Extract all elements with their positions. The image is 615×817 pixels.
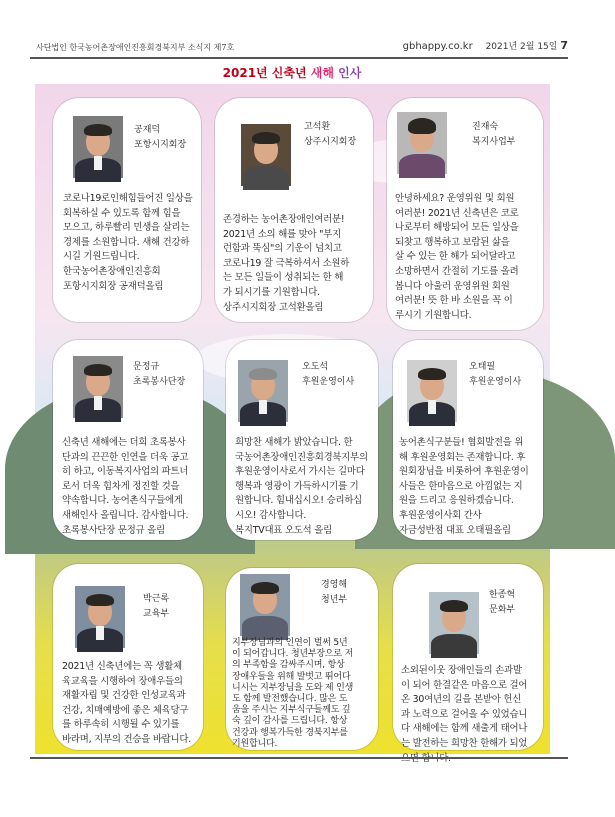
greeting-card-1 [53, 98, 201, 322]
greeting-message: 희망찬 새해가 밝았습니다. 한 국농어촌장애인진흥회경북지부의 후원운영이사로서 가시는 길마다 행복과 영광이 가득하시기를 기 원합니다. 힘내십시오! 승리하십 시오! 감사합니다. 복지TV대표 오도석 올림 [235, 437, 368, 536]
greeting-card-7 [53, 564, 203, 750]
header-meta [403, 39, 568, 52]
person-name: 오도석 후원운영이사 [302, 362, 355, 387]
portrait-photo [238, 360, 288, 422]
person-name: 공재덕 포항시지회장 [134, 125, 187, 150]
portrait-photo [429, 592, 479, 654]
greeting-message: 코로나19로인해힘들어진 일상을 회복하실 수 있도록 함께 힘을 모으고, 하루빨리 민생을 살리는 경제를 소원합니다. 새해 건강하 시길 기원드립니다. 한국농어촌장애인진흥회 포항시지회장 공재덕올림 [63, 193, 193, 292]
header-divider [30, 57, 568, 59]
greeting-message: 농어촌식구분들! 협회발전을 위 해 후원운영회는 존재합니다. 후 원회장님을 비롯하여 후원운영이 사들은 한마음으로 아낌없는 지 원을 드리고 응원하겠습니다. 후원운영이사회 간사 자금성반점 대표 오태필올림 [399, 437, 529, 536]
person-name: 오태필 후원운영이사 [469, 362, 522, 387]
portrait-photo [240, 574, 290, 636]
portrait-photo [73, 116, 123, 178]
person-name: 문정규 초록봉사단장 [133, 362, 186, 387]
person-name: 진재숙 복지사업부 [472, 122, 516, 147]
portrait-photo [397, 112, 447, 174]
person-name: 한종혁 문화부 [489, 590, 516, 615]
person-name: 고석환 상주시지회장 [304, 122, 357, 147]
greeting-message: 지부장님과의 인연이 벌써 5년 이 되어갑니다. 청년부장으로 저 의 부족함을 감싸주시며, 항상 장애우들을 위해 발벗고 뛰어다 니시는 지부장님을 도와 제 인생 도 함께 발전했습니다. 많은 도 움을 주시는 지부식구들께도 깊 숙 깊이 감사를 드립니다. 항상 건강과 행복가득한 경북지부를 기원합니다. [232, 638, 354, 749]
greeting-card-4 [53, 340, 203, 540]
page-title: 2021년 신축년 새해 인사 [222, 66, 362, 80]
greeting-card-9 [393, 564, 543, 750]
portrait-photo [407, 360, 457, 422]
greeting-message: 소외된이웃 장애인들의 손과발 이 되어 한결같은 마음으로 걸어 온 30여년의 길을 본받아 헌신 과 노력으로 걸어올 수 있었습니 다 새해에는 함께 새출게 태어나 는 발전하는 희망찬 한해가 되었 [401, 665, 528, 749]
person-name: 경영해 청년부 [321, 580, 348, 605]
greeting-card-2 [215, 98, 373, 322]
portrait-photo [241, 124, 291, 186]
greeting-message: 존경하는 농어촌장애인여러분! 2021년 소의 해를 맞아 "부지 런함과 뚝심"의 기운이 넘치고 코로나19 잘 극복하셔서 소원하 는 모든 일들이 성취되는 한 해 가 되시기를 기원합니다. 상주시지회장 고석환올림 [223, 214, 350, 313]
greeting-panel [35, 84, 550, 754]
greeting-card-6 [393, 340, 543, 540]
site-url: gbhappy.co.kr [402, 41, 473, 52]
greeting-message: 2021년 신축년에는 꼭 생활체 육교육을 시행하여 장애우들의 재활자립 및 건강한 인성교육과 건강, 치매예방에 좋은 체육당구 를 하루속히 시행될 수 있기를 바라며, 지부의 건승을 바랍니다. [62, 661, 192, 745]
greeting-message: 신축년 새해에는 더희 초록봉사 단과의 끈끈한 인연을 더욱 공고 히 하고, 이동복지사업의 파트너 로서 더욱 힘차게 정진할 것을 약속합니다. 농어촌식구들에게 새해인사 올립니다. 감사합니다. 초록봉사단장 문정규 올림 [62, 437, 189, 536]
page-header [30, 36, 568, 58]
footer-divider [30, 757, 568, 759]
portrait-photo [75, 586, 125, 648]
newsletter-title: 사단법인 한국농어촌장애인진흥회경북지부 소식지 제7호 [36, 43, 235, 52]
greeting-message: 안녕하세요? 운영위원 및 회원 여러분! 2021년 신축년은 코로 나로부터 해방되어 모든 일상을 되찾고 행복하고 보람된 삶을 살 수 있는 한 해가 되어달라고 소망하면서 간절히 기도를 올려 봅니다 아울러 운영위원 회원 여러분! 뜻 한 바 소원을 꼭 이 루시기 기원합니다. [395, 193, 519, 321]
page-number: 7 [560, 39, 568, 52]
person-name: 박근록 교육부 [143, 594, 170, 619]
portrait-photo [73, 356, 123, 418]
greeting-card-5 [226, 340, 378, 540]
issue-date: 2021년 2월 15일 [485, 42, 558, 52]
greeting-card-8 [226, 568, 378, 750]
greeting-card-3 [387, 98, 543, 330]
